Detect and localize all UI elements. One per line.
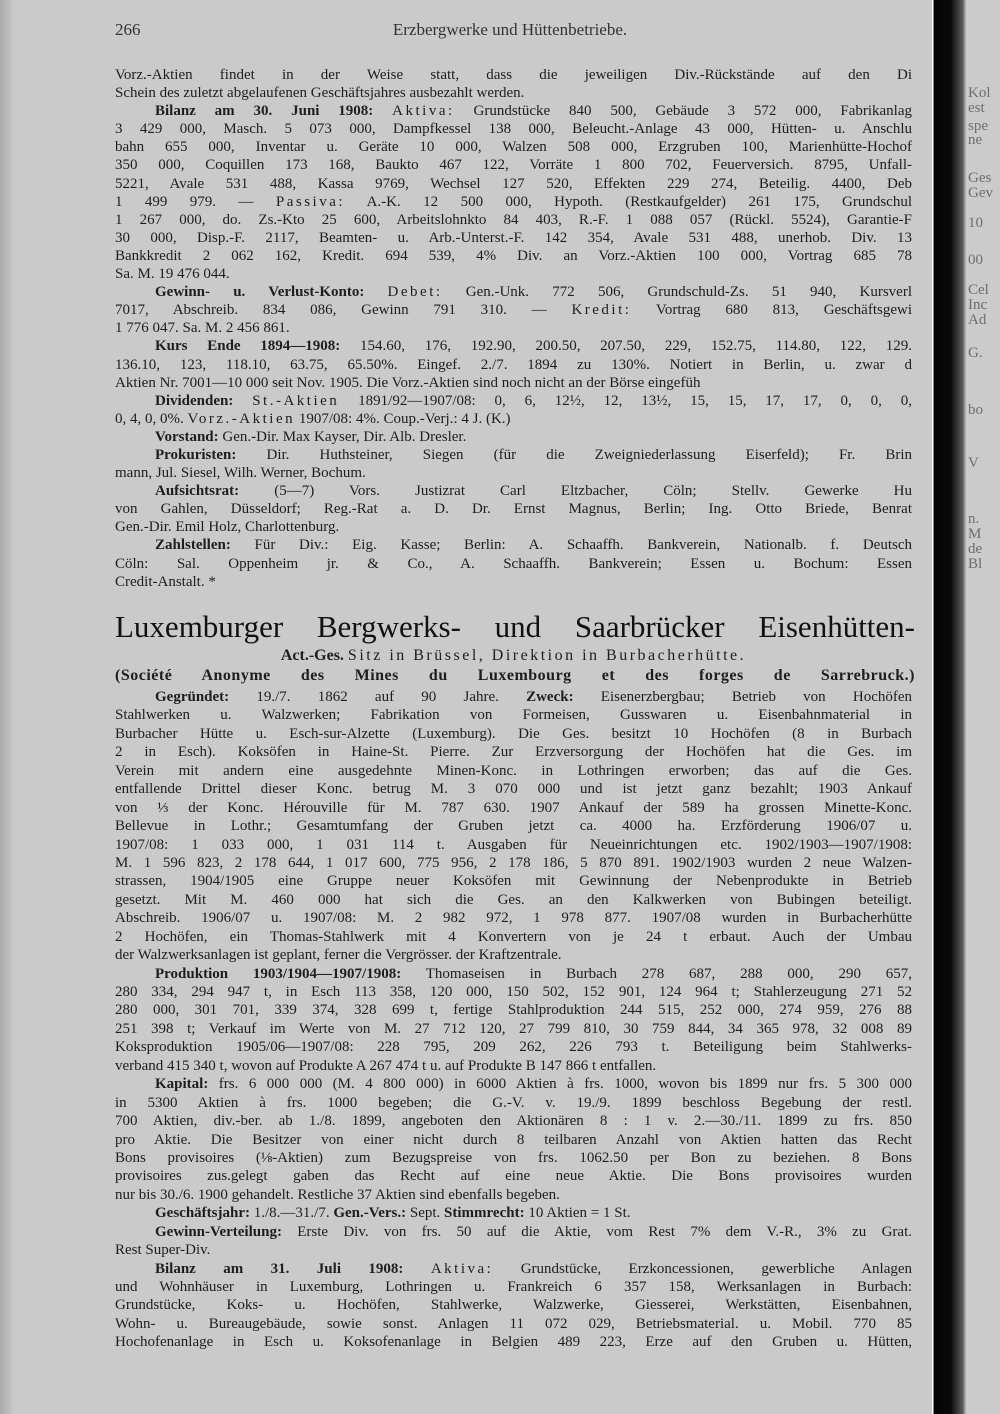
text-line	[115, 909, 912, 927]
company-seat: Sitz in Brüssel, Direktion in Burbacherhütte.	[347, 647, 747, 664]
line-text: (5—7) Vors. Justizrat Carl Eltzbacher, Cöln; Stellv. Gewerke Hu	[239, 483, 912, 500]
text-line	[115, 265, 912, 283]
section-label: Kapital:	[155, 1076, 209, 1093]
line-text: 5221, Avale 531 488, Kassa 9769, Wechsel 127 520, Effekten 229 274, Beteilig. 4400, Deb	[115, 175, 912, 192]
paragraph	[115, 392, 912, 428]
text-line	[115, 1260, 912, 1278]
company-subtitle	[115, 646, 912, 665]
text-line	[115, 1112, 912, 1130]
line-text: 1891/92—1907/08: 0, 6, 12½, 12, 13½, 15, 15, 17, 17, 0, 0, 0,	[339, 392, 912, 409]
section-label: Dividenden:	[155, 392, 234, 409]
paragraph	[115, 66, 912, 102]
line-text: 3 429 000, Masch. 5 073 000, Dampfkessel 138 000, Beleucht.-Anlage 43 000, Hütten- u. Anschlu	[115, 121, 912, 138]
section-label: Bilanz am 30. Juni 1908:	[155, 103, 374, 120]
line-text	[403, 1261, 430, 1277]
text-line	[115, 891, 912, 909]
text-line	[115, 762, 912, 780]
line-text: 30 000, Disp.-F. 2117, Beamten- u. Arb.-Unterst.-F. 142 354, Avale 531 488, unerhob. Div. 13	[115, 229, 912, 246]
text-line	[115, 1001, 912, 1019]
line-text: pro Aktie. Die Besitzer von einer nicht durch 8 teilbaren Anzahl von Aktien hatten das Recht	[115, 1131, 912, 1148]
text-line	[115, 743, 912, 761]
text-line	[115, 84, 912, 102]
adjacent-page-fragment: 00	[968, 252, 983, 268]
line-text: in 5300 Aktien à frs. 1000 begeben; die G.-V. v. 19./9. 1899 beschloss Begebung der restl.	[115, 1094, 912, 1111]
text-line	[115, 1020, 912, 1038]
line-text: mann, Jul. Siesel, Wilh. Werner, Bochum.	[115, 465, 366, 482]
line-text: 1 499 979. —	[115, 193, 276, 210]
text-line	[115, 1186, 912, 1204]
line-text: Vorz.-Aktien findet in der Weise statt, dass die jeweiligen Div.-Rückstände auf den Di	[115, 67, 912, 83]
paragraph	[115, 1223, 912, 1260]
page-number: 266	[115, 20, 141, 39]
section-label: Gegründet:	[155, 689, 230, 705]
line-text: Bankkredit 2 062 162, Kredit. 694 539, 4% Div. an Vorz.-Aktien 100 000, Vortrag 685 78	[115, 247, 912, 264]
paragraph	[115, 283, 912, 337]
text-line	[115, 446, 912, 464]
company-french-name: (Société Anonyme des Mines du Luxembourg et des forges de Sarrebruck.)	[115, 667, 915, 684]
line-text: Hochofenanlage in Esch u. Koksofenanlage in Belgien 489 223, Erze auf den Gruben u. Hütten,	[115, 1334, 912, 1351]
line-text: strassen, 1904/1905 eine Gruppe neuer Koksöfen mit Gewinnung der Nebenprodukte in Betrieb	[115, 873, 912, 890]
line-text: 1907/08: 1 033 000, 1 031 114 t. Ausgaben für Neueinrichtungen etc. 1902/1903—1907/1908:	[115, 836, 912, 853]
line-text: frs. 6 000 000 (M. 4 800 000) in 6000 Aktien à frs. 1000, wovon bis 1899 nur frs. 5 300 000	[208, 1076, 912, 1093]
text-line	[115, 725, 912, 743]
text-line	[115, 946, 912, 964]
company-entry	[115, 688, 912, 1352]
text-line	[115, 1094, 912, 1112]
text-line	[115, 374, 912, 392]
text-line	[115, 1315, 912, 1333]
adjacent-page-fragment: V	[968, 455, 979, 471]
running-title: Erzbergwerke und Hüttenbetriebe.	[392, 20, 628, 39]
adjacent-page-fragment: spe	[968, 118, 988, 134]
line-text: der Walzwerksanlagen ist geplant, ferner die Vergrösser. der Kraftzentrale.	[115, 947, 562, 964]
text-line	[115, 965, 912, 983]
line-text: Verein mit andern eine ausgedehnte Minen-Konc. in Lothringen erworben; das auf die Ges.	[115, 762, 912, 779]
text-line	[115, 464, 912, 482]
text-line	[115, 1241, 912, 1259]
spaced-term: Aktiva:	[392, 103, 455, 120]
adjacent-page-fragment: est	[968, 100, 985, 116]
line-text: gesetzt. Mit M. 460 000 hat sich die Ges. an den Kalkwerken von Bubingen beteiligt.	[115, 891, 912, 908]
text-line	[115, 780, 912, 798]
line-text: verband 415 340 t, wovon auf Produkte A 267 474 t u. auf Produkte B 147 866 t entfallen.	[115, 1057, 657, 1074]
paragraph	[115, 1204, 912, 1222]
text-line	[115, 392, 912, 410]
adjacent-page-fragment: Inc	[968, 297, 988, 313]
section-label: Prokuristen:	[155, 446, 237, 463]
line-text: 1 267 000, do. Zs.-Kto 25 600, Arbeitslohnkto 84 403, R.-F. 1 088 057 (Rückl. 5524), Garantie-F	[115, 211, 912, 228]
line-text: Koksproduktion 1905/06—1907/08: 228 795, 209 262, 226 793 t. Beteiligung beim Stahlwerks-	[115, 1039, 912, 1056]
text-line	[115, 983, 912, 1001]
text-line	[115, 193, 912, 211]
line-text: Gen.-Dir. Emil Holz, Charlottenburg.	[115, 519, 340, 536]
adjacent-page-fragment: ne	[968, 132, 983, 148]
section-label: Zweck:	[526, 689, 574, 705]
text-line	[115, 500, 912, 518]
adjacent-page-fragment: Gev	[968, 185, 993, 201]
line-text: 280 000, 301 701, 339 374, 328 699 t, fertige Stahlproduktion 244 515, 252 000, 274 959, 276 88	[115, 1002, 912, 1019]
line-text: Cöln: Sal. Oppenheim jr. & Co., A. Schaaffh. Bankverein; Essen u. Bochum: Essen	[115, 555, 912, 572]
text-line	[115, 428, 912, 446]
line-text: Abschreib. 1906/07 u. 1907/08: M. 2 982 972, 1 978 877. 1907/08 wurden in Burbacherhütte	[115, 910, 912, 927]
line-text: Schein des zuletzt abgelaufenen Geschäftsjahres ausbezahlt werden.	[115, 85, 525, 102]
line-text: 7017, Abschreib. 834 086, Gewinn 791 310. —	[115, 302, 572, 319]
text-line	[115, 482, 912, 500]
paragraph	[115, 1260, 912, 1352]
line-text: Bons provisoires (⅛-Aktien) zum Bezugspreise von frs. 1062.50 per Bon zu beziehen. 8 Bons	[115, 1149, 912, 1166]
line-text: Thomaseisen in Burbach 278 687, 288 000, 290 657,	[401, 965, 912, 982]
paragraph	[115, 536, 912, 590]
text-line	[115, 410, 912, 428]
line-text: Grundstücke, Erzkoncessionen, gewerbliche Anlagen	[493, 1260, 912, 1277]
section-label: Gewinn- u. Verlust-Konto:	[155, 284, 365, 301]
line-text: nur bis 30./6. 1900 gehandelt. Restliche 37 Aktien sind ebenfalls begeben.	[115, 1186, 560, 1203]
text-line	[115, 66, 912, 84]
line-text: 700 Aktien, div.-ber. ab 1./8. 1899, angeboten den Aktionären 8 : 1 v. 2.—30./11. 1899 zu frs. 850	[115, 1113, 912, 1130]
line-text: Sa. M. 19 476 044.	[115, 266, 230, 283]
text-line	[115, 555, 912, 573]
line-text: A.-K. 12 500 000, Hypoth. (Restkaufgelder) 261 175, Grundschul	[345, 193, 912, 210]
paragraph	[115, 965, 912, 1076]
line-text: und Wohnhäuser in Luxemburg, Lothringen u. Frankreich 6 357 158, Werksanlagen in Burbach:	[115, 1279, 912, 1295]
line-text: Stahlwerken u. Walzwerken; Fabrikation von Formeisen, Gusswaren u. Eisenbahnmaterial in	[115, 707, 912, 724]
paragraph	[115, 446, 912, 482]
line-text: Dir. Huthsteiner, Siegen (für die Zweigniederlassung Eiserfeld); Fr. Brin	[236, 446, 912, 463]
text-line	[115, 1296, 912, 1314]
line-text: Grundstücke, Koks- u. Hochöfen, Stahlwerke, Walzwerke, Giesserei, Werkstätten, Eisenbahnen,	[115, 1297, 912, 1314]
line-text: 350 000, Coquillen 173 168, Baukto 467 122, Vorräte 1 800 702, Feuerversich. 8795, Unfall-	[115, 157, 912, 174]
spaced-term: Aktiva:	[430, 1260, 494, 1277]
line-text: Burbacher Hütte u. Esch-sur-Alzette (Luxemburg). Die Ges. besitzt 10 Hochöfen (8 in Burbach	[115, 725, 912, 742]
text-line	[115, 356, 912, 374]
text-line	[115, 1057, 912, 1075]
company-legal-form: Act.-Ges.	[280, 647, 344, 664]
text-line	[115, 1149, 912, 1167]
text-line	[115, 120, 912, 138]
paragraph	[115, 337, 912, 391]
text-line	[115, 706, 912, 724]
spaced-term: St.-Aktien	[252, 392, 340, 409]
spaced-term: Passiva:	[275, 193, 346, 210]
text-line	[115, 688, 912, 706]
text-line	[115, 836, 912, 854]
adjacent-page-fragment: n.	[968, 511, 980, 527]
line-text: 10 Aktien = 1 St.	[524, 1205, 631, 1222]
line-text: von ⅓ der Konc. Hérouville für M. 787 630. 1907 Ankauf der 589 ha grossen Minette-Konc.	[115, 799, 912, 816]
text-line	[115, 799, 912, 817]
adjacent-page-fragment: M	[968, 526, 982, 542]
line-text: Bellevue in Lothr.; Gesamtumfang der Gruben jetzt ca. 4000 ha. Erzförderung 1906/07 u.	[115, 818, 912, 835]
line-text: Gen.-Dir. Max Kayser, Dir. Alb. Dresler.	[218, 428, 467, 445]
line-text	[364, 284, 387, 300]
text-line	[115, 1038, 912, 1056]
text-line	[115, 138, 912, 156]
section-label: Aufsichtsrat:	[155, 483, 240, 500]
adjacent-page-edge	[966, 0, 1000, 1414]
paragraph	[115, 482, 912, 536]
book-gutter	[932, 0, 966, 1414]
line-text: bahn 655 000, Inventar u. Geräte 10 000, Walzen 508 000, Erzgruben 100, Marienhütte-Hochof	[115, 139, 912, 156]
line-text: 154.60, 176, 192.90, 200.50, 207.50, 229, 152.75, 114.80, 122, 129.	[340, 338, 912, 355]
text-line	[115, 1333, 912, 1351]
line-text: 136.10, 123, 118.10, 63.75, 65.50%. Eingef. 2./7. 1894 zu 130%. Notiert in Berlin, u. zwar d	[115, 356, 912, 373]
line-text: Erste Div. von frs. 50 auf die Aktie, vom Rest 7% dem V.-R., 3% zu Grat.	[281, 1223, 912, 1240]
line-text: entfallende Drittel dieser Konc. betrug M. 3 070 000 und ist jetzt ganz bezahlt; 1903 Ankauf	[115, 781, 912, 798]
section-label: Kurs Ende 1894—1908:	[155, 338, 341, 355]
text-line	[115, 319, 912, 337]
text-line	[115, 337, 912, 355]
text-line	[115, 102, 912, 120]
line-text: Gen.-Unk. 772 506, Grundschuld-Zs. 51 940, Kursverl	[442, 284, 912, 301]
text-line	[115, 1204, 912, 1222]
text-line	[115, 1278, 912, 1296]
text-line	[115, 1223, 912, 1241]
line-text: Sept.	[406, 1205, 445, 1222]
adjacent-page-fragment: de	[968, 541, 983, 557]
line-text: 1907/08: 4%. Coup.-Verj.: 4 J. (K.)	[295, 410, 511, 427]
line-text: Für Div.: Eig. Kasse; Berlin: A. Schaaffh. Bankverein, Nationalb. f. Deutsch	[230, 537, 912, 554]
text-line	[115, 1075, 912, 1093]
line-text: Credit-Anstalt. *	[115, 573, 216, 590]
text-line	[115, 573, 912, 591]
section-label: Bilanz am 31. Juli 1908:	[155, 1260, 404, 1277]
text-line	[115, 817, 912, 835]
company-title: Luxemburger Bergwerks- und Saarbrücker Eisenhütten-	[115, 610, 915, 644]
line-text: 19./7. 1862 auf 90 Jahre.	[229, 689, 527, 705]
text-line	[115, 872, 912, 890]
section-label: Geschäftsjahr:	[155, 1205, 250, 1222]
line-text: von Gahlen, Düsseldorf; Reg.-Rat a. D. Dr. Ernst Magnus, Berlin; Ing. Otto Briede, Benrat	[115, 501, 912, 518]
text-line	[115, 301, 912, 319]
text-line	[115, 247, 912, 265]
spaced-term: Debet:	[387, 284, 443, 301]
adjacent-page-fragment: bo	[968, 402, 983, 418]
text-line	[115, 283, 912, 301]
paragraph	[115, 1075, 912, 1204]
line-text: 251 398 t; Verkauf im Werte von M. 27 712 120, 27 799 810, 30 759 844, 34 365 978, 32 008 89	[115, 1020, 912, 1037]
text-line	[115, 1167, 912, 1185]
line-text: 2 in Esch). Koksöfen in Haine-St. Pierre. Zur Erzversorgung der Hochöfen hat die Ges. im	[115, 744, 912, 761]
adjacent-page-fragment: Bl	[968, 556, 983, 572]
text-line	[115, 518, 912, 536]
text-line	[115, 536, 912, 554]
line-text: provisoires zus.gelegt gaben das Recht auf eine neue Aktie. Die Bons provisoires wurden	[115, 1168, 912, 1185]
line-text: M. 1 596 823, 2 178 644, 1 017 600, 775 956, 2 178 186, 5 870 891. 1902/1903 wurden 2 neue Walzen-	[115, 854, 912, 871]
line-text: Rest Super-Div.	[115, 1242, 211, 1259]
text-line	[115, 854, 912, 872]
paragraph	[115, 428, 912, 446]
line-text: 2 Hochöfen, ein Thomas-Stahlwerk mit 4 Konvertern von je 24 t erbaut. Auch der Umbau	[115, 928, 912, 945]
line-text: Aktien Nr. 7001—10 000 seit Nov. 1905. Die Vorz.-Aktien sind noch nicht an der Börse eingefüh	[115, 374, 701, 391]
adjacent-page-fragment: G.	[968, 345, 983, 361]
previous-company-entry	[115, 66, 912, 591]
line-text: Wohn- u. Bureaugebäude, sowie sonst. Anlagen 11 072 029, Betriebsmaterial. u. Mobil. 770 85	[115, 1315, 912, 1332]
text-line	[115, 156, 912, 174]
section-label: Produktion 1903/1904—1907/1908:	[155, 965, 402, 982]
adjacent-page-fragment: Kol	[968, 85, 991, 101]
line-text	[233, 393, 252, 409]
line-text: Grundstücke 840 500, Gebäude 3 572 000, Fabrikanlag	[454, 103, 912, 120]
line-text: Vortrag 680 813, Geschäftsgewi	[631, 302, 912, 319]
adjacent-page-fragment: Cel	[968, 282, 989, 298]
text-line	[115, 1131, 912, 1149]
line-text	[373, 103, 392, 119]
text-line	[115, 928, 912, 946]
text-line	[115, 211, 912, 229]
section-label: Zahlstellen:	[155, 537, 231, 554]
adjacent-page-fragment: 10	[968, 215, 983, 231]
adjacent-page-fragment: Ad	[968, 312, 987, 328]
section-label: Gewinn-Verteilung:	[155, 1223, 282, 1240]
section-label: Vorstand:	[155, 428, 219, 445]
line-text: 1./8.—31./7.	[249, 1205, 334, 1222]
line-text: 1 776 047. Sa. M. 2 456 861.	[115, 320, 290, 337]
paragraph	[115, 688, 912, 965]
spaced-term: Kredit:	[571, 302, 632, 319]
spaced-term: Vorz.-Aktien	[187, 410, 296, 427]
line-text: Eisenerzbergbau; Betrieb von Hochöfen	[573, 689, 912, 705]
text-line	[115, 175, 912, 193]
section-label: Stimmrecht:	[444, 1205, 525, 1222]
paragraph	[115, 102, 912, 283]
text-line	[115, 229, 912, 247]
line-text: 0, 4, 0, 0%.	[115, 410, 188, 427]
adjacent-page-fragment: Ges	[968, 170, 992, 186]
section-label: Gen.-Vers.:	[333, 1205, 407, 1222]
line-text: 280 334, 294 947 t, in Esch 113 358, 120 000, 150 502, 152 901, 124 964 t; Stahlerzeugung 271 52	[115, 984, 912, 1000]
